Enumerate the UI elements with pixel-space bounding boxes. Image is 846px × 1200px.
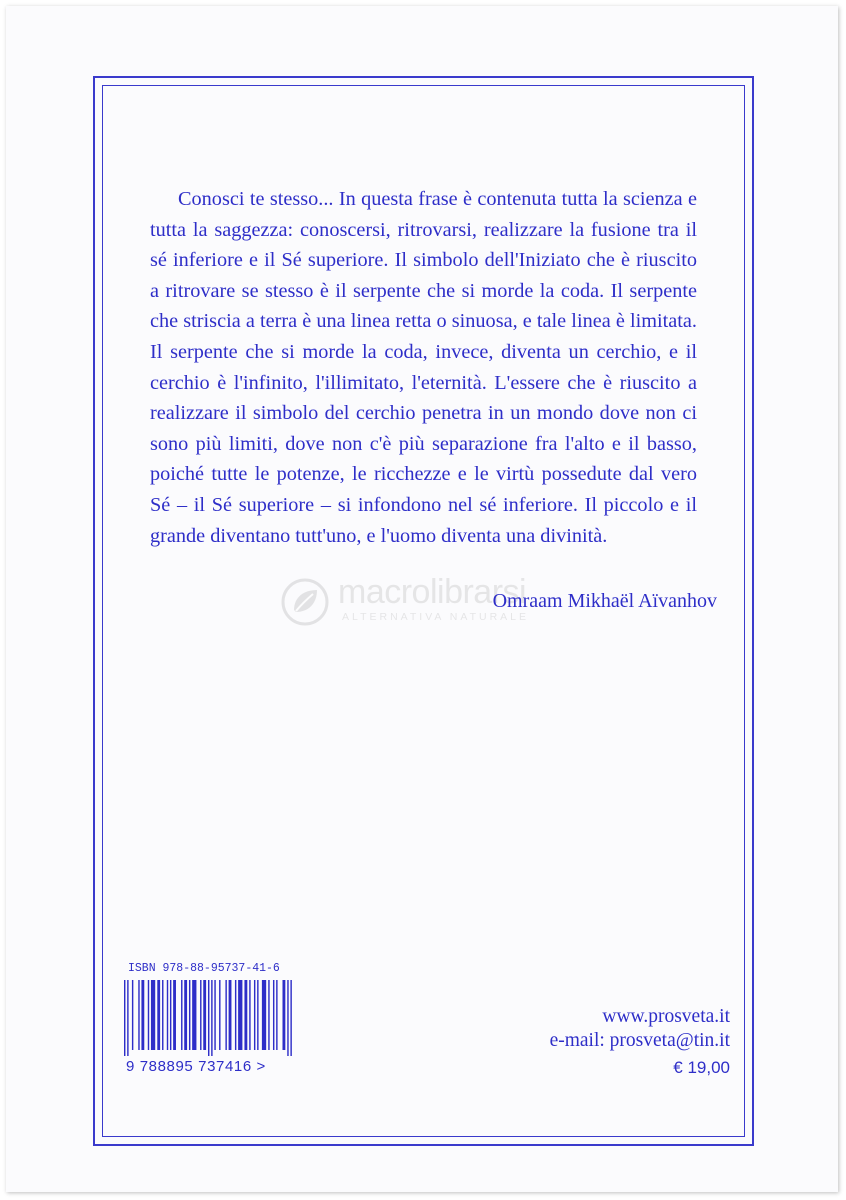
barcode-bar (211, 980, 212, 1056)
barcode-bar (200, 980, 201, 1050)
barcode-bar (184, 980, 187, 1050)
barcode-digits: 9 788895 737416 > (126, 1058, 266, 1075)
barcode-bar (138, 980, 139, 1050)
barcode-bar (162, 980, 163, 1050)
barcode-bar (287, 980, 288, 1056)
barcode-bar (192, 980, 196, 1050)
barcode-bar (282, 980, 285, 1050)
barcode-bar (132, 980, 133, 1050)
barcode-bar (203, 980, 206, 1050)
barcode-bar (244, 980, 247, 1050)
barcode-bar (229, 980, 232, 1050)
barcode-bar (157, 980, 160, 1050)
publisher-email: e-mail: prosveta@tin.it (549, 1030, 730, 1051)
barcode-bar (167, 980, 168, 1050)
barcode-bar (173, 980, 176, 1050)
barcode-bar (151, 980, 155, 1050)
price: € 19,00 (673, 1058, 730, 1077)
barcode-bar (257, 980, 258, 1050)
isbn-barcode (122, 980, 294, 1056)
barcode-bar (170, 980, 171, 1050)
synopsis-text: Conosci te stesso... In questa frase è contenuta tutta la scienza e tutta la saggezza: conoscersi, ritrovarsi, realizzare la fusione tra il sé inferiore e il Sé superiore. Il simbolo dell'Iniziato che è riuscito a ritrovare se stesso è il serpente che si morde la coda. Il serpente che striscia a terra è una linea retta o sinuosa, e tale linea è limitata. Il serpente che si morde la coda, invece, diventa un cerchio, e il cerchio è l'infinito, l'illimitato, l'eternità. L'essere che è riuscito a realizzare il simbolo del cerchio penetra in un mondo dove non ci sono più limiti, dove non c'è più separazione fra l'alto e il basso, poiché tutte le potenze, le ricchezze e le virtù possedute dal vero Sé – il Sé superiore – si infondono nel sé inferiore. Il piccolo e il grande diventano tutt'uno, e l'uomo diventa una divinità. (150, 188, 697, 547)
barcode-bar (141, 980, 144, 1050)
barcode-bar (268, 980, 269, 1050)
barcode-bar (225, 980, 226, 1050)
watermark-name: macrolibrarsi (338, 573, 527, 611)
barcode-bar (214, 980, 215, 1050)
barcode-bar (189, 980, 190, 1050)
watermark-tagline: ALTERNATIVA NATURALE (342, 611, 529, 623)
barcode-bar (290, 980, 291, 1056)
barcode-bar (148, 980, 149, 1050)
isbn-label: ISBN 978-88-95737-41-6 (128, 962, 280, 975)
barcode-bar (208, 980, 209, 1056)
barcode-bar (262, 980, 266, 1050)
barcode-bar (235, 980, 236, 1050)
author-name: Omraam Mikhaël Aïvanhov (492, 590, 717, 612)
barcode-bar (124, 980, 125, 1056)
publisher-website: www.prosveta.it (602, 1006, 730, 1027)
barcode-bar (254, 980, 255, 1050)
barcode-bar (276, 980, 277, 1050)
barcode-bar (238, 980, 242, 1050)
barcode-bar (219, 980, 220, 1050)
barcode-bar (181, 980, 182, 1050)
barcode-bar (127, 980, 128, 1056)
barcode-bar (249, 980, 250, 1050)
barcode-bar (273, 980, 274, 1050)
